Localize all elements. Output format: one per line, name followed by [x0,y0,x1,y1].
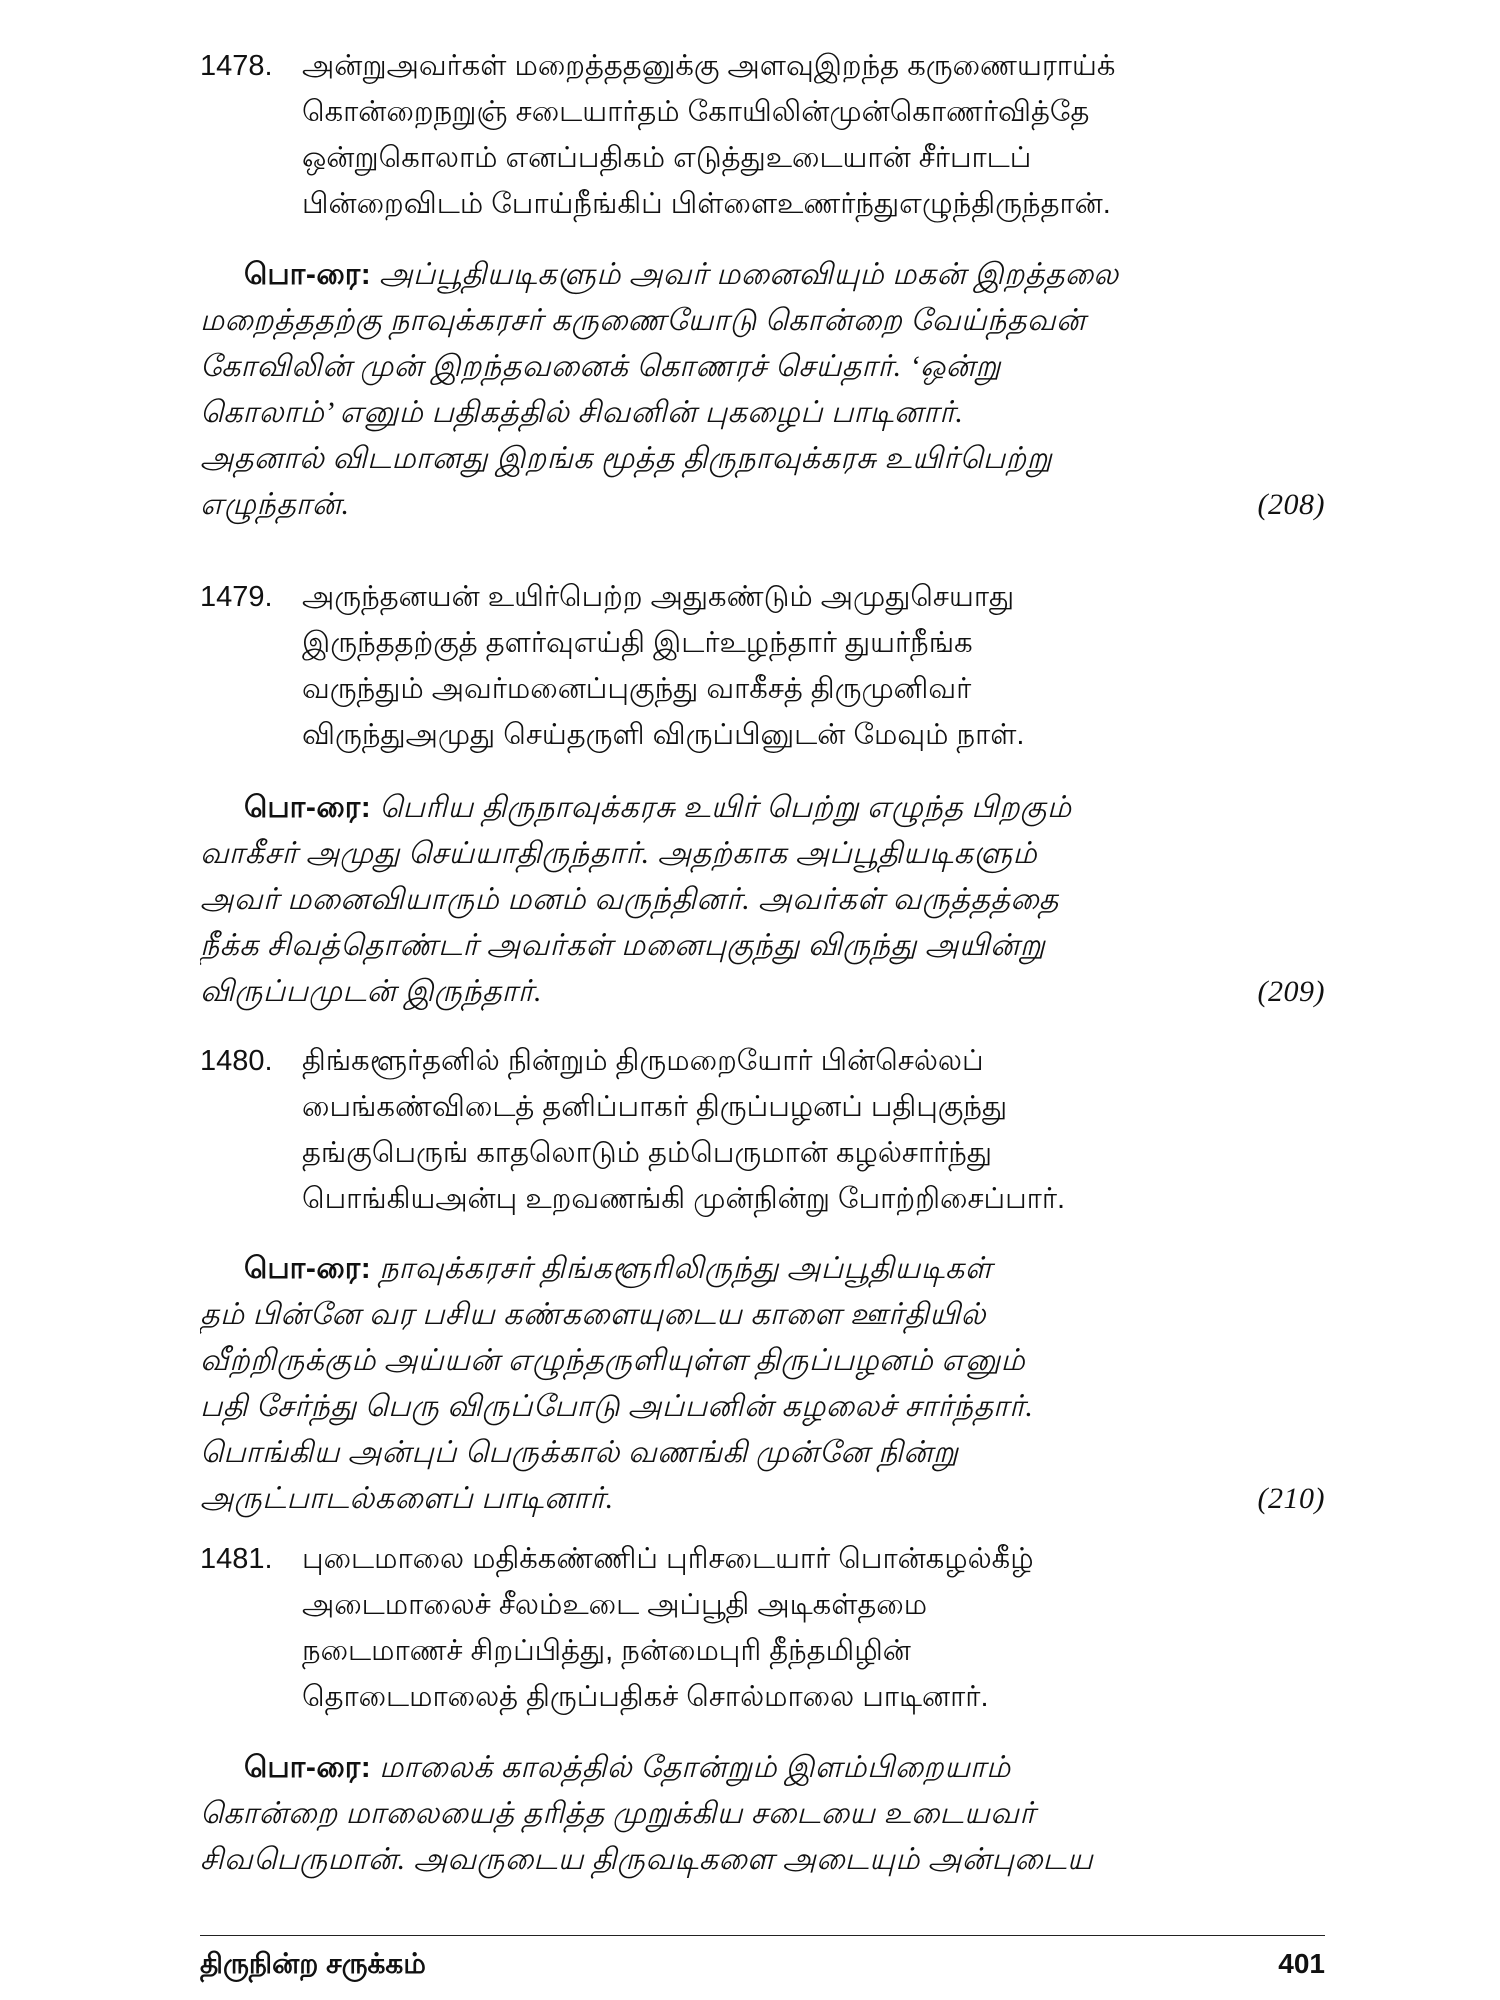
verse-text: புடைமாலை மதிக்கண்ணிப் புரிசடையார் பொன்கழல்கீழ் [302,1543,1034,1575]
commentary-line: நீக்க சிவத்தொண்டர் அவர்கள் மனைபுகுந்து விருந்து அயின்று [200,929,1046,962]
verse-line [200,1084,1350,1130]
commentary-1481 [200,1745,1325,1883]
commentary-1479 [200,785,1325,1015]
verse-line [200,712,1350,758]
verse-line [200,1130,1350,1176]
commentary-line: சிவபெருமான். அவருடைய திருவடிகளை அடையும் அன்புடைய [200,1843,1094,1876]
verse-ref-number: (209) [1257,975,1325,1008]
running-footer-title: திருநின்ற சருக்கம் [200,1948,426,1979]
verse-number: 1479. [200,581,273,613]
verse-line [200,89,1350,135]
verse-ref-number: (210) [1257,1482,1325,1515]
commentary-line [200,1745,1325,1791]
verse-line [200,1536,1350,1582]
verse-text: தங்குபெருங் காதலொடும் தம்பெருமான் கழல்சார்ந்து [302,1137,993,1169]
verse-text: கொன்றைநறுஞ் சடையார்தம் கோயிலின்முன்கொணர்வித்தே [302,96,1090,128]
commentary-line: அவர் மனைவியாரும் மனம் வருந்தினர். அவர்கள் வருத்தத்தை [200,883,1059,916]
verse-text: அருந்தனயன் உயிர்பெற்ற அதுகண்டும் அமுதுசெயாது [302,581,1015,613]
commentary-label: பொ-ரை: [244,791,372,824]
commentary-text: நாவுக்கரசர் திங்களூரிலிருந்து அப்பூதியடிகள் [379,1252,993,1285]
commentary-text: பெரிய திருநாவுக்கரசு உயிர் பெற்று எழுந்த பிறகும் [379,791,1072,824]
verse-line [200,135,1350,181]
verse-text: தொடைமாலைத் திருப்பதிகச் சொல்மாலை பாடினார். [302,1681,989,1713]
commentary-text: எழுந்தான். [200,488,350,521]
verse-line [200,43,1350,89]
commentary-text: அப்பூதியடிகளும் அவர் மனைவியும் மகன் இறத்தலை [379,258,1119,291]
commentary-1480 [200,1246,1325,1522]
verse-text: அன்றுஅவர்கள் மறைத்ததனுக்கு அளவுஇறந்த கருணையராய்க் [302,50,1116,82]
commentary-line: வாகீசர் அமுது செய்யாதிருந்தார். அதற்காக அப்பூதியடிகளும் [200,837,1038,870]
commentary-line [200,785,1325,831]
verse-line [200,1628,1350,1674]
verse-line [200,1674,1350,1720]
commentary-label: பொ-ரை: [244,1252,372,1285]
verse-text: பைங்கண்விடைத் தனிப்பாகர் திருப்பழனப் பதிபுகுந்து [302,1091,1008,1123]
commentary-line: கொன்றை மாலையைத் தரித்த முறுக்கிய சடையை உடையவர் [200,1797,1036,1830]
verse-text: பொங்கியஅன்பு உறவணங்கி முன்நின்று போற்றிசைப்பார். [302,1183,1066,1215]
verse-line [200,620,1350,666]
verse-1480 [200,1038,1350,1222]
commentary-1478 [200,252,1325,528]
verse-text: ஒன்றுகொலாம் எனப்பதிகம் எடுத்துஉடையான் சீர்பாடப் [302,142,1032,174]
commentary-line [200,969,1325,1015]
commentary-line: கோவிலின் முன் இறந்தவனைக் கொணரச் செய்தார். ‘ஒன்று [200,350,1001,383]
verse-line [200,1582,1350,1628]
verse-text: பின்றைவிடம் போய்நீங்கிப் பிள்ளைஉணர்ந்துஎழுந்திருந்தான். [302,188,1111,220]
verse-ref-number: (208) [1257,488,1325,521]
verse-line [200,666,1350,712]
commentary-line: மறைத்ததற்கு நாவுக்கரசர் கருணையோடு கொன்றை வேய்ந்தவன் [200,304,1086,337]
verse-text: திங்களூர்தனில் நின்றும் திருமறையோர் பின்செல்லப் [302,1045,984,1077]
verse-text: வருந்தும் அவர்மனைப்புகுந்து வாகீசத் திருமுனிவர் [302,673,972,705]
verse-line [200,1176,1350,1222]
commentary-line [200,252,1325,298]
verse-text: விருந்துஅமுது செய்தருளி விருப்பினுடன் மேவும் நாள். [302,719,1025,751]
verse-text: இருந்ததற்குத் தளர்வுஎய்தி இடர்உழந்தார் துயர்நீங்க [302,627,973,659]
commentary-line [200,482,1325,528]
commentary-text: அருட்பாடல்களைப் பாடினார். [200,1482,614,1515]
verse-1479 [200,574,1350,758]
commentary-text: மாலைக் காலத்தில் தோன்றும் இளம்பிறையாம் [379,1751,1011,1784]
verse-number: 1481. [200,1543,273,1575]
verse-number: 1480. [200,1045,273,1077]
commentary-line: கொலாம்’ எனும் பதிகத்தில் சிவனின் புகழைப் பாடினார். [200,396,964,429]
commentary-line: வீற்றிருக்கும் அய்யன் எழுந்தருளியுள்ள திருப்பழனம் எனும் [200,1344,1026,1377]
commentary-line: பதி சேர்ந்து பெரு விருப்போடு அப்பனின் கழலைச் சார்ந்தார். [200,1390,1034,1423]
commentary-label: பொ-ரை: [244,258,372,291]
commentary-line: அதனால் விடமானது இறங்க மூத்த திருநாவுக்கரசு உயிர்பெற்று [200,442,1053,475]
verse-line [200,574,1350,620]
footer-divider [200,1935,1325,1936]
commentary-label: பொ-ரை: [244,1751,372,1784]
commentary-line: தம் பின்னே வர பசிய கண்களையுடைய காளை ஊர்தியில் [200,1298,987,1331]
commentary-line [200,1246,1325,1292]
commentary-line [200,1476,1325,1522]
verse-text: அடைமாலைச் சீலம்உடை அப்பூதி அடிகள்தமை [302,1589,928,1621]
commentary-line: பொங்கிய அன்புப் பெருக்கால் வணங்கி முன்னே நின்று [200,1436,959,1469]
verse-text: நடைமாணச் சிறப்பித்து, நன்மைபுரி தீந்தமிழின் [302,1635,911,1667]
verse-line [200,1038,1350,1084]
verse-line [200,181,1350,227]
verse-number: 1478. [200,50,273,82]
commentary-text: விருப்பமுடன் இருந்தார். [200,975,542,1008]
verse-1481 [200,1536,1350,1720]
page-number: 401 [1278,1948,1325,1979]
verse-1478 [200,43,1350,227]
